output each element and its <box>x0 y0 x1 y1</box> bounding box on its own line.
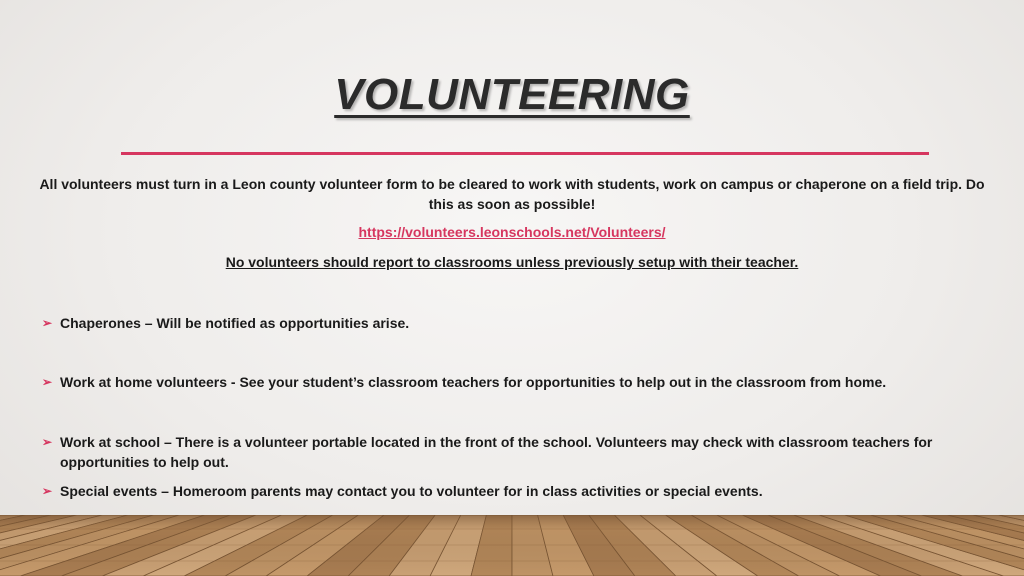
intro-text: All volunteers must turn in a Leon county volunteer form to be cleared to work with students, work on campus or chaperone on a field trip. Do this as soon as possible! <box>39 176 985 212</box>
wood-floor-graphic <box>0 515 1024 576</box>
bullet-text: Special events – Homeroom parents may contact you to volunteer for in class activities or special events. <box>60 483 763 499</box>
bullet-item-work-at-home <box>42 372 1002 392</box>
bullet-text: Chaperones – Will be notified as opportunities arise. <box>60 315 410 331</box>
title-divider <box>121 152 929 155</box>
arrow-bullet-icon: ➢ <box>42 316 53 330</box>
bullet-item-work-at-school <box>42 432 1002 472</box>
bullet-item-special-events <box>42 481 1002 501</box>
bullet-item-chaperones <box>42 313 1002 333</box>
bullet-text: Work at home volunteers - See your student’s classroom teachers for opportunities to help out in the classroom from home. <box>60 374 887 390</box>
arrow-bullet-icon: ➢ <box>42 484 53 498</box>
volunteer-link[interactable]: https://volunteers.leonschools.net/Volunteers/ <box>358 224 666 240</box>
arrow-bullet-icon: ➢ <box>42 375 53 389</box>
bullet-text: Work at school – There is a volunteer portable located in the front of the school. Volunteers may check with classroom teachers for opportunities to help out. <box>60 434 933 470</box>
notice-text: No volunteers should report to classrooms unless previously setup with their teacher. <box>225 254 799 270</box>
arrow-bullet-icon: ➢ <box>42 435 53 449</box>
slide-title: VOLUNTEERING <box>334 70 690 119</box>
wood-floor-decoration <box>0 515 1024 576</box>
